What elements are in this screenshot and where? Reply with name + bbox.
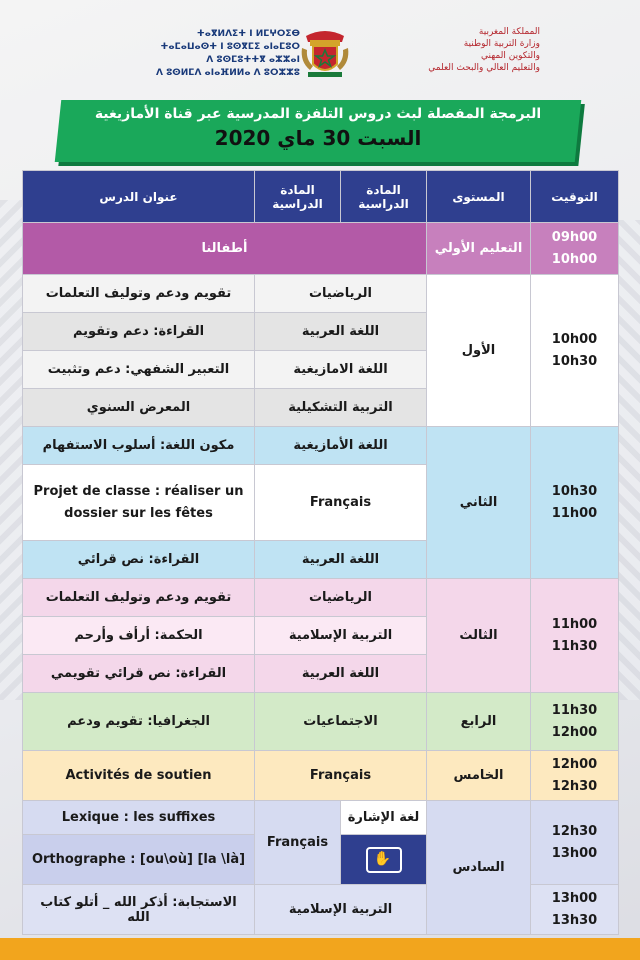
time-cell	[531, 801, 619, 885]
subject-cell: اللغة العربية	[255, 541, 427, 579]
level-cell: التعليم الأولي	[427, 223, 531, 275]
bottom-accent-bar	[0, 938, 640, 960]
time-end: 11h00	[551, 505, 598, 521]
table-row	[23, 427, 619, 465]
tifinagh-line: ⵜⴰⵎⴰⵡⴰⵙⵜ ⵏ ⵓⵙⴳⵎⵉ ⴰⵏⴰⵎⵓⵔ	[160, 42, 300, 52]
lesson-cell: الاستجابة: أذكر الله _ أتلو كتاب الله	[23, 885, 255, 935]
schedule-table	[22, 170, 619, 935]
title-banner	[58, 100, 578, 162]
time-end: 11h30	[551, 638, 598, 654]
subject-cell: Français	[255, 801, 341, 885]
header-level: المستوى	[427, 171, 531, 223]
subject-cell: اللغة الامازيغية	[255, 351, 427, 389]
table-row	[23, 275, 619, 313]
lesson-cell: تقويم ودعم وتوليف التعلمات	[23, 275, 255, 313]
lesson-cell: Projet de classe : réaliser un dossier sur les fêtes	[23, 465, 255, 541]
subject-cell: الاجتماعيات	[255, 693, 427, 751]
lesson-cell: القراءة: نص قرائي تقويمي	[23, 655, 255, 693]
level-cell: السادس	[427, 801, 531, 935]
lesson-cell: تقويم ودعم وتوليف التعلمات	[23, 579, 255, 617]
subject-cell: التربية الإسلامية	[255, 885, 427, 935]
time-start: 12h00	[551, 756, 598, 772]
header-subject-2: المادة الدراسية	[255, 171, 341, 223]
header	[0, 22, 640, 92]
time-end: 12h30	[551, 778, 598, 794]
level-cell: الأول	[427, 275, 531, 427]
sign-language-icon	[366, 847, 402, 873]
level-cell: الرابع	[427, 693, 531, 751]
banner-title: البرمجة المفصلة لبث دروس التلفزة المدرسية عبر قناة الأمازيغية	[94, 106, 542, 122]
time-cell	[531, 579, 619, 693]
time-end: 13h30	[551, 912, 598, 928]
time-start: 11h30	[551, 702, 598, 718]
header-subject: المادة الدراسية	[341, 171, 427, 223]
time-end: 13h00	[551, 845, 598, 861]
arabic-ministry-name	[380, 26, 540, 74]
subject-cell: اللغة العربية	[255, 655, 427, 693]
tifinagh-ministry-name	[150, 28, 300, 80]
time-cell	[531, 751, 619, 801]
time-cell	[531, 223, 619, 275]
time-cell	[531, 275, 619, 427]
ministry-line: المملكة المغربية	[478, 27, 540, 37]
time-start: 13h00	[551, 890, 598, 906]
lesson-cell: أطفالنا	[23, 223, 427, 275]
lesson-cell: Orthographe : [ou\où] [la \là]	[23, 835, 255, 885]
header-time: التوقيت	[531, 171, 619, 223]
subject-cell: الرياضيات	[255, 579, 427, 617]
sign-language-cell	[341, 835, 427, 885]
lesson-cell: الجغرافيا: تقويم ودعم	[23, 693, 255, 751]
lesson-cell: Lexique : les suffixes	[23, 801, 255, 835]
table-row	[23, 801, 619, 835]
time-start: 09h00	[551, 229, 598, 245]
subject-cell: اللغة العربية	[255, 313, 427, 351]
coat-of-arms-icon	[296, 26, 354, 84]
lesson-cell: القراءة: دعم وتقويم	[23, 313, 255, 351]
table-row	[23, 693, 619, 751]
subject-cell: Français	[255, 751, 427, 801]
subject-cell: التربية الإسلامية	[255, 617, 427, 655]
time-end: 10h00	[551, 251, 598, 267]
time-cell	[531, 427, 619, 579]
tifinagh-line: ⵜⴰⴳⵍⴷⵉⵜ ⵏ ⵍⵎⵖⵔⵉⴱ	[196, 29, 300, 39]
banner-date: السبت 30 ماي 2020	[214, 126, 422, 150]
table-header-row	[23, 171, 619, 223]
subject-cell: Français	[255, 465, 427, 541]
time-end: 12h00	[551, 724, 598, 740]
subject-cell: التربية التشكيلية	[255, 389, 427, 427]
subject-cell: اللغة الأمازيغية	[255, 427, 427, 465]
ministry-line: والتعليم العالي والبحث العلمي	[428, 63, 540, 73]
time-start: 11h00	[551, 616, 598, 632]
lesson-cell: القراءة: نص قرائي	[23, 541, 255, 579]
table-row	[23, 223, 619, 275]
level-cell: الثاني	[427, 427, 531, 579]
lesson-cell: المعرض السنوي	[23, 389, 255, 427]
header-lesson: عنوان الدرس	[23, 171, 255, 223]
time-start: 10h30	[551, 483, 598, 499]
table-row	[23, 751, 619, 801]
lesson-cell: Activités de soutien	[23, 751, 255, 801]
time-end: 10h30	[551, 353, 598, 369]
level-cell: الخامس	[427, 751, 531, 801]
subject-cell: الرياضيات	[255, 275, 427, 313]
time-cell	[531, 693, 619, 751]
time-cell	[531, 885, 619, 935]
lesson-cell: الحكمة: أرأف وأرحم	[23, 617, 255, 655]
tifinagh-line: ⴷ ⵓⵙⵎⵓⵜⵜⴳ ⴰⵣⵣⴰⵏ	[206, 55, 300, 65]
ministry-line: والتكوين المهني	[481, 51, 540, 61]
tifinagh-line: ⴷ ⵓⵙⵍⵎⴷ ⴰⵏⴰⴼⵍⵍⴰ ⴷ ⵓⵔⵣⵣⵓ	[155, 68, 300, 78]
time-start: 12h30	[551, 823, 598, 839]
time-start: 10h00	[551, 331, 598, 347]
level-cell: الثالث	[427, 579, 531, 693]
ministry-line: وزارة التربية الوطنية	[463, 39, 540, 49]
sign-language-label: لغة الإشارة	[341, 801, 427, 835]
lesson-cell: التعبير الشفهي: دعم وتثبيت	[23, 351, 255, 389]
table-row	[23, 579, 619, 617]
lesson-cell: مكون اللغة: أسلوب الاستفهام	[23, 427, 255, 465]
